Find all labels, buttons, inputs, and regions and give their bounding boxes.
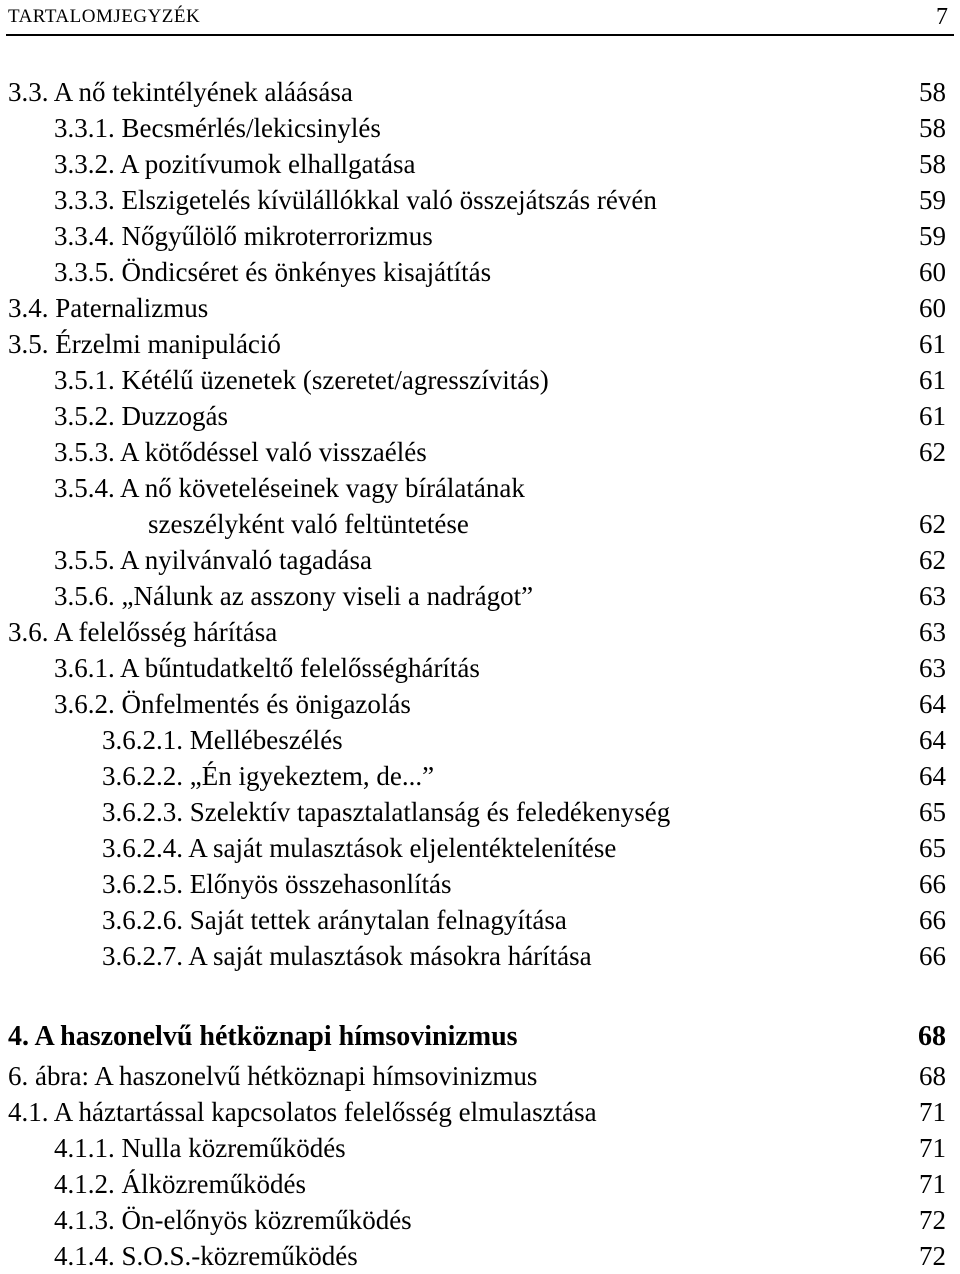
entry-page: 62 [919, 509, 946, 539]
entry-number: 3.6.2.6. [102, 905, 183, 935]
entry-page: 63 [919, 617, 946, 647]
toc-entry [0, 434, 960, 470]
entry-page: 68 [919, 1061, 946, 1091]
entry-page: 63 [919, 581, 946, 611]
header-page-number: 7 [936, 4, 948, 30]
toc-entry [0, 398, 960, 434]
entry-title: Duzzogás [121, 401, 228, 431]
entry-number: 6. ábra: [8, 1061, 89, 1091]
toc-entry [0, 1238, 960, 1274]
entry-page: 64 [919, 689, 946, 719]
entry-title: Öndicséret és önkényes kisajátítás [121, 257, 492, 287]
running-header [6, 0, 954, 36]
entry-title: A nő követeléseinek vagy bírálatának [120, 473, 525, 503]
entry-number: 3.6.2.4. [102, 833, 183, 863]
entry-number: 3.3.4. [54, 221, 115, 251]
entry-number: 3.3. [8, 77, 49, 107]
toc-entry [0, 1130, 960, 1166]
entry-page: 65 [919, 797, 946, 827]
entry-page: 58 [919, 113, 946, 143]
entry-title: A nyilvánvaló tagadása [120, 545, 372, 575]
entry-number: 3.6.1. [54, 653, 115, 683]
entry-number: 4. [8, 1021, 29, 1052]
entry-title: A kötődéssel való visszaélés [120, 437, 427, 467]
entry-number: 3.6.2.2. [102, 761, 183, 791]
entry-number: 3.6.2.7. [102, 941, 183, 971]
entry-page: 71 [919, 1097, 946, 1127]
entry-title: A pozitívumok elhallgatása [120, 149, 416, 179]
entry-title: Saját tettek aránytalan felnagyítása [189, 905, 567, 935]
entry-page: 62 [919, 437, 946, 467]
entry-page: 61 [919, 365, 946, 395]
toc-entry [0, 902, 960, 938]
entry-number: 4.1. [8, 1097, 49, 1127]
entry-title: A saját mulasztások másokra hárítása [188, 941, 592, 971]
entry-title: Nőgyűlölő mikroterrorizmus [121, 221, 433, 251]
toc-figure-entry [0, 1058, 960, 1094]
entry-title: „Én igyekeztem, de...” [189, 761, 435, 791]
toc-entry [0, 146, 960, 182]
toc-entry [0, 254, 960, 290]
entry-title: Álközreműködés [121, 1169, 306, 1199]
toc-entry [0, 74, 960, 110]
toc-chapter-entry [0, 1019, 960, 1055]
entry-number: 3.5.5. [54, 545, 115, 575]
entry-title: szeszélyként való feltüntetése [148, 509, 469, 539]
entry-number: 3.5.3. [54, 437, 115, 467]
entry-title: S.O.S.-közreműködés [121, 1241, 358, 1271]
entry-number: 3.5.4. [54, 473, 115, 503]
entry-title: Előnyös összehasonlítás [189, 869, 452, 899]
toc-entry [0, 866, 960, 902]
entry-page: 58 [919, 77, 946, 107]
toc-entry [0, 578, 960, 614]
entry-page: 72 [919, 1241, 946, 1271]
entry-number: 3.6.2.1. [102, 725, 183, 755]
entry-number: 3.3.2. [54, 149, 115, 179]
toc-entry [0, 290, 960, 326]
entry-page: 65 [919, 833, 946, 863]
entry-number: 3.3.3. [54, 185, 115, 215]
toc-entry [0, 326, 960, 362]
toc-entry [0, 830, 960, 866]
toc-entry [0, 938, 960, 974]
toc-entry [0, 650, 960, 686]
entry-number: 4.1.2. [54, 1169, 115, 1199]
entry-page: 72 [919, 1205, 946, 1235]
entry-title: Szelektív tapasztalatlanság és feledékenység [189, 797, 671, 827]
entry-number: 4.1.3. [54, 1205, 115, 1235]
toc-entry [0, 182, 960, 218]
entry-number: 3.6.2.5. [102, 869, 183, 899]
entry-number: 3.6.2. [54, 689, 115, 719]
entry-title: Elszigetelés kívülállókkal való összejátszás révén [121, 185, 657, 215]
entry-number: 3.5.1. [54, 365, 115, 395]
toc-entry [0, 1202, 960, 1238]
entry-page: 62 [919, 545, 946, 575]
entry-title: A haszonelvű hétköznapi hímsovinizmus [94, 1061, 538, 1091]
entry-title: A bűntudatkeltő felelősséghárítás [120, 653, 480, 683]
entry-title: Becsmérlés/lekicsinylés [121, 113, 381, 143]
entry-number: 3.3.5. [54, 257, 115, 287]
entry-title: A felelősség hárítása [53, 617, 278, 647]
toc-entry [0, 686, 960, 722]
toc-entry [0, 614, 960, 650]
header-title: TARTALOMJEGYZÉK [8, 6, 201, 27]
entry-title: Ön-előnyös közreműködés [121, 1205, 412, 1235]
entry-title: Mellébeszélés [189, 725, 343, 755]
entry-page: 61 [919, 329, 946, 359]
toc-entry [0, 542, 960, 578]
entry-page: 68 [918, 1021, 946, 1052]
entry-page: 63 [919, 653, 946, 683]
entry-page: 71 [919, 1169, 946, 1199]
entry-title: Kétélű üzenetek (szeretet/agresszívitás) [121, 365, 549, 395]
entry-title: „Nálunk az asszony viseli a nadrágot” [121, 581, 534, 611]
entry-number: 3.5.2. [54, 401, 115, 431]
entry-title: A saját mulasztások eljelentéktelenítése [188, 833, 617, 863]
entry-page: 66 [919, 869, 946, 899]
entry-number: 3.5. [8, 329, 49, 359]
entry-page: 58 [919, 149, 946, 179]
entry-page: 64 [919, 725, 946, 755]
toc-entry [0, 722, 960, 758]
toc-entry [0, 1166, 960, 1202]
entry-title: Önfelmentés és önigazolás [121, 689, 411, 719]
toc-entry [0, 794, 960, 830]
entry-number: 3.5.6. [54, 581, 115, 611]
entry-page: 66 [919, 941, 946, 971]
entry-page: 64 [919, 761, 946, 791]
toc-entry [0, 362, 960, 398]
entry-page: 61 [919, 401, 946, 431]
entry-page: 60 [919, 293, 946, 323]
entry-page: 66 [919, 905, 946, 935]
entry-title: A nő tekintélyének aláásása [53, 77, 353, 107]
entry-number: 4.1.1. [54, 1133, 115, 1163]
entry-number: 3.3.1. [54, 113, 115, 143]
entry-number: 3.6.2.3. [102, 797, 183, 827]
toc-entry-continuation [0, 506, 960, 542]
toc-entry [0, 470, 960, 506]
toc-entry [0, 218, 960, 254]
entry-title: Nulla közreműködés [121, 1133, 346, 1163]
toc-entry [0, 758, 960, 794]
entry-page: 60 [919, 257, 946, 287]
entry-title: A haszonelvű hétköznapi hímsovinizmus [34, 1021, 518, 1052]
entry-title: Paternalizmus [55, 293, 209, 323]
entry-title: Érzelmi manipuláció [55, 329, 281, 359]
entry-page: 59 [919, 221, 946, 251]
entry-title: A háztartással kapcsolatos felelősség elmulasztása [53, 1097, 597, 1127]
entry-page: 71 [919, 1133, 946, 1163]
toc-entry [0, 110, 960, 146]
entry-page: 59 [919, 185, 946, 215]
toc-entry [0, 1094, 960, 1130]
entry-number: 3.4. [8, 293, 49, 323]
entry-number: 4.1.4. [54, 1241, 115, 1271]
entry-number: 3.6. [8, 617, 49, 647]
